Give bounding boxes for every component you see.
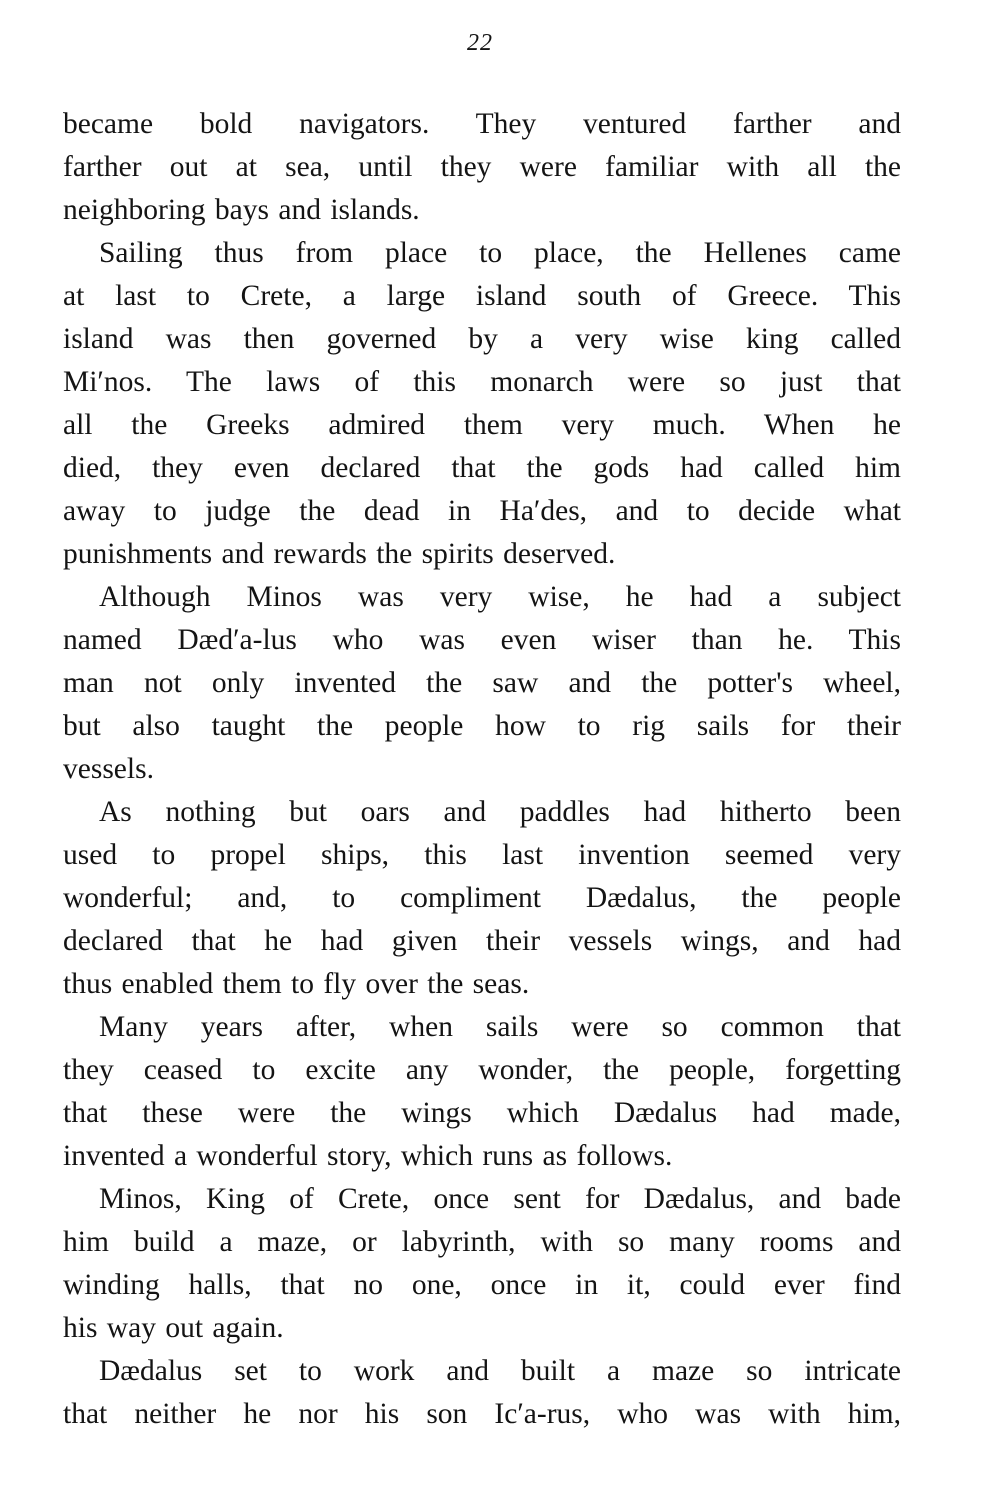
text-line: Although Minos was very wise, he had a subject [99,581,901,613]
paragraph [63,791,901,1006]
text-line: vessels. [63,753,154,785]
text-line: Minos, King of Crete, once sent for Dædalus, and bade [99,1183,901,1215]
text-line: Sailing thus from place to place, the Hellenes came [99,237,901,269]
paragraph [63,576,901,791]
text-line: Mi′nos. The laws of this monarch were so just that [63,366,901,398]
paragraph [63,1178,901,1350]
text-line: they ceased to excite any wonder, the people, forgetting [63,1054,901,1086]
text-line: used to propel ships, this last invention seemed very [63,839,901,871]
text-line: As nothing but oars and paddles had hitherto been [99,796,901,828]
text-line: Many years after, when sails were so common that [99,1011,901,1043]
text-line: at last to Crete, a large island south of Greece. This [63,280,901,312]
text-line: winding halls, that no one, once in it, could ever find [63,1269,901,1301]
text-line: man not only invented the saw and the potter's wheel, [63,667,901,699]
text-line: wonderful; and, to compliment Dædalus, the people [63,882,901,914]
text-line: farther out at sea, until they were familiar with all the [63,151,901,183]
paragraph [63,1006,901,1178]
text-line: away to judge the dead in Ha′des, and to decide what [63,495,901,527]
text-line: died, they even declared that the gods had called him [63,452,901,484]
text-line: named Dæd′a-lus who was even wiser than he. This [63,624,901,656]
text-line: punishments and rewards the spirits deserved. [63,538,616,570]
text-line: all the Greeks admired them very much. When he [63,409,901,441]
text-line: that these were the wings which Dædalus had made, [63,1097,901,1129]
paragraph [63,1350,901,1436]
text-line: his way out again. [63,1312,284,1344]
paragraph [63,232,901,576]
text-line: neighboring bays and islands. [63,194,420,226]
text-line: him build a maze, or labyrinth, with so many rooms and [63,1226,901,1258]
text-line: but also taught the people how to rig sails for their [63,710,901,742]
text-line: declared that he had given their vessels wings, and had [63,925,901,957]
text-line: invented a wonderful story, which runs as follows. [63,1140,673,1172]
text-line: that neither he nor his son Ic′a-rus, who was with him, [63,1398,901,1430]
body-text [63,103,901,1436]
page-number: 22 [467,30,493,56]
text-line: became bold navigators. They ventured farther and [63,108,901,140]
text-line: island was then governed by a very wise king called [63,323,901,355]
text-line: Dædalus set to work and built a maze so intricate [99,1355,901,1387]
text-line: thus enabled them to fly over the seas. [63,968,530,1000]
paragraph [63,103,901,232]
